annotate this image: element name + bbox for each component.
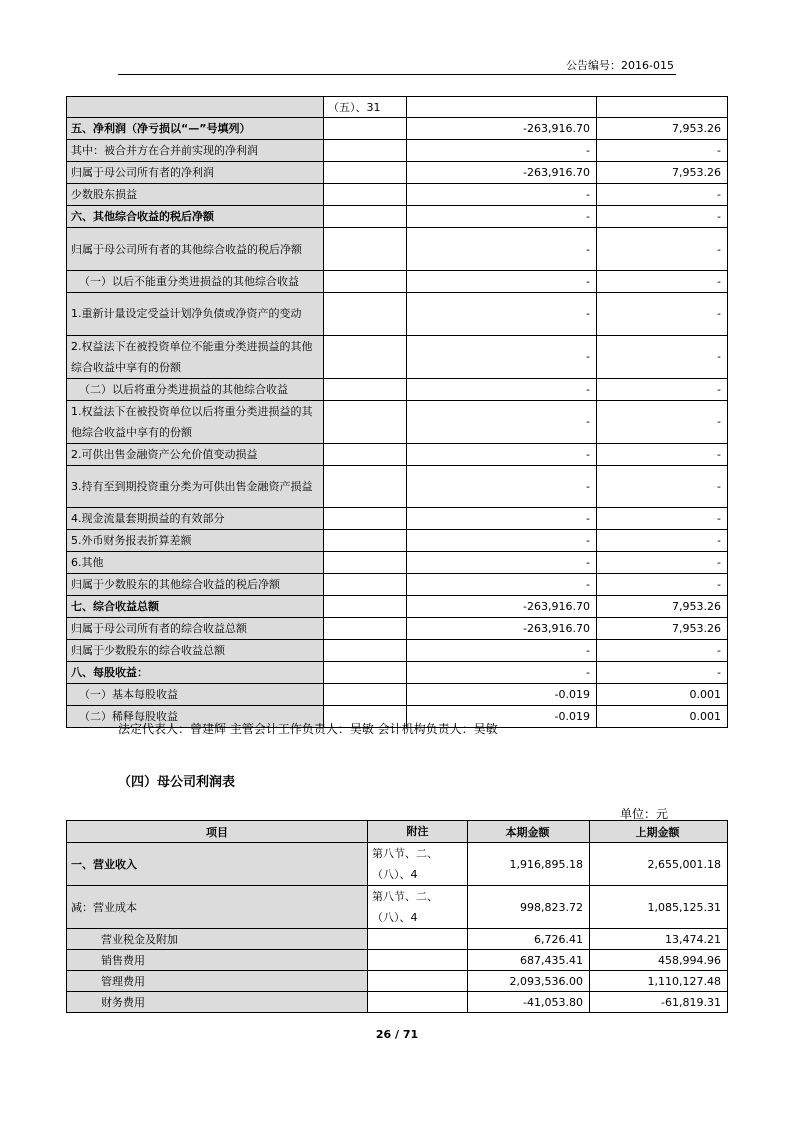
row-label: 一、营业收入: [67, 843, 368, 886]
table-row: [67, 992, 728, 1013]
row-current-amount: -: [407, 206, 597, 228]
row-previous-amount: -: [597, 465, 728, 508]
table-row: [67, 184, 728, 206]
row-previous-amount: -: [597, 335, 728, 378]
row-label: 6.其他: [67, 552, 324, 574]
table-row: [67, 508, 728, 530]
row-note: [324, 443, 407, 465]
row-previous-amount: -61,819.31: [590, 992, 728, 1013]
row-current-amount: -263,916.70: [407, 118, 597, 140]
row-note: [324, 162, 407, 184]
row-current-amount: -: [407, 662, 597, 684]
row-current-amount: -: [407, 508, 597, 530]
row-label: 八、每股收益：: [67, 662, 324, 684]
row-label: 1.重新计量设定受益计划净负债或净资产的变动: [67, 292, 324, 335]
row-previous-amount: -: [597, 270, 728, 292]
row-current-amount: -: [407, 640, 597, 662]
row-previous-amount: -: [597, 292, 728, 335]
row-current-amount: -: [407, 400, 597, 443]
table-row: [67, 443, 728, 465]
row-previous-amount: 7,953.26: [597, 596, 728, 618]
row-note: [324, 662, 407, 684]
header-current: 本期金额: [468, 821, 590, 843]
table-row: [67, 292, 728, 335]
row-note: 第八节、二、（八）、4: [368, 843, 468, 886]
row-label: （二）稀释每股收益: [67, 706, 324, 728]
row-current-amount: -: [407, 292, 597, 335]
row-label: 归属于少数股东的综合收益总额: [67, 640, 324, 662]
row-current-amount: 2,093,536.00: [468, 971, 590, 992]
row-previous-amount: -: [597, 206, 728, 228]
row-label: 2.可供出售金融资产公允价值变动损益: [67, 443, 324, 465]
row-previous-amount: -: [597, 508, 728, 530]
table-row: [67, 97, 728, 118]
row-label: 5.外币财务报表折算差额: [67, 530, 324, 552]
row-current-amount: -41,053.80: [468, 992, 590, 1013]
row-note: [368, 929, 468, 950]
table-row: [67, 118, 728, 140]
row-note: [324, 206, 407, 228]
row-current-amount: -: [407, 574, 597, 596]
row-current-amount: 687,435.41: [468, 950, 590, 971]
row-previous-amount: -: [597, 443, 728, 465]
row-note: [324, 684, 407, 706]
row-previous-amount: -: [597, 378, 728, 400]
row-note: [324, 640, 407, 662]
table-row: [67, 929, 728, 950]
row-previous-amount: -: [597, 662, 728, 684]
table-row: [67, 400, 728, 443]
row-label: （一）基本每股收益: [67, 684, 324, 706]
row-previous-amount: -: [597, 400, 728, 443]
row-current-amount: -: [407, 184, 597, 206]
page-number: 26 / 71: [375, 1028, 419, 1041]
table-row: [67, 530, 728, 552]
row-label: 少数股东损益: [67, 184, 324, 206]
row-note: [324, 118, 407, 140]
table-row: [67, 971, 728, 992]
row-label: 营业税金及附加: [67, 929, 368, 950]
row-label: （二）以后将重分类进损益的其他综合收益: [67, 378, 324, 400]
row-previous-amount: 7,953.26: [597, 618, 728, 640]
row-current-amount: -: [407, 465, 597, 508]
row-note: [368, 992, 468, 1013]
table-row: [67, 843, 728, 886]
row-label: 销售费用: [67, 950, 368, 971]
table-row: [67, 596, 728, 618]
row-label: 3.持有至到期投资重分类为可供出售金融资产损益: [67, 465, 324, 508]
row-label: （一）以后不能重分类进损益的其他综合收益: [67, 270, 324, 292]
row-previous-amount: 0.001: [597, 684, 728, 706]
row-current-amount: -0.019: [407, 706, 597, 728]
table-row: [67, 228, 728, 271]
row-note: [324, 228, 407, 271]
row-label: 归属于母公司所有者的其他综合收益的税后净额: [67, 228, 324, 271]
table-row: [67, 552, 728, 574]
row-label: 归属于母公司所有者的净利润: [67, 162, 324, 184]
row-previous-amount: 1,110,127.48: [590, 971, 728, 992]
row-label: 1.权益法下在被投资单位以后将重分类进损益的其他综合收益中享有的份额: [67, 400, 324, 443]
row-current-amount: -0.019: [407, 684, 597, 706]
row-current-amount: -: [407, 530, 597, 552]
table-header-row: [67, 821, 728, 843]
row-note: [324, 270, 407, 292]
row-note: [324, 140, 407, 162]
header-item: 项目: [67, 821, 368, 843]
row-note: [324, 400, 407, 443]
row-previous-amount: -: [597, 140, 728, 162]
table-row: [67, 162, 728, 184]
table-row: [67, 618, 728, 640]
table-row: [67, 574, 728, 596]
row-label: 五、净利润（净亏损以“—”号填列）: [67, 118, 324, 140]
row-current-amount: -: [407, 270, 597, 292]
row-note: [324, 530, 407, 552]
table-row: [67, 684, 728, 706]
row-note: [368, 950, 468, 971]
row-current-amount: -: [407, 443, 597, 465]
row-previous-amount: -: [597, 228, 728, 271]
row-current-amount: 6,726.41: [468, 929, 590, 950]
row-current-amount: -263,916.70: [407, 618, 597, 640]
header-divider: [118, 74, 676, 75]
row-current-amount: -263,916.70: [407, 596, 597, 618]
row-note: [324, 618, 407, 640]
row-note: [324, 184, 407, 206]
table-row: [67, 640, 728, 662]
row-previous-amount: -: [597, 574, 728, 596]
row-previous-amount: -: [597, 640, 728, 662]
table-row: [67, 335, 728, 378]
row-previous-amount: -: [597, 184, 728, 206]
row-previous-amount: [597, 97, 728, 118]
table-row: [67, 206, 728, 228]
row-label: 归属于母公司所有者的综合收益总额: [67, 618, 324, 640]
row-note: [324, 335, 407, 378]
row-label: 财务费用: [67, 992, 368, 1013]
row-label: 其中：被合并方在合并前实现的净利润: [67, 140, 324, 162]
row-current-amount: 998,823.72: [468, 886, 590, 929]
table-row: [67, 378, 728, 400]
row-note: [324, 596, 407, 618]
row-previous-amount: 7,953.26: [597, 118, 728, 140]
row-current-amount: -: [407, 140, 597, 162]
row-note: [324, 508, 407, 530]
section-title: （四）母公司利润表: [118, 775, 236, 790]
row-previous-amount: 458,994.96: [590, 950, 728, 971]
row-current-amount: -: [407, 378, 597, 400]
row-note: 第八节、二、（八）、4: [368, 886, 468, 929]
row-label: 六、其他综合收益的税后净额: [67, 206, 324, 228]
table-row: [67, 140, 728, 162]
row-note: [324, 378, 407, 400]
row-previous-amount: -: [597, 530, 728, 552]
row-note: [324, 574, 407, 596]
signature-line: 法定代表人：曾建辉 主管会计工作负责人：吴敏 会计机构负责人：吴敏: [118, 722, 498, 736]
row-label: 七、综合收益总额: [67, 596, 324, 618]
row-previous-amount: 13,474.21: [590, 929, 728, 950]
row-current-amount: 1,916,895.18: [468, 843, 590, 886]
row-label: 2.权益法下在被投资单位不能重分类进损益的其他综合收益中享有的份额: [67, 335, 324, 378]
row-previous-amount: 1,085,125.31: [590, 886, 728, 929]
row-label: 管理费用: [67, 971, 368, 992]
row-previous-amount: -: [597, 552, 728, 574]
row-label: 4.现金流量套期损益的有效部分: [67, 508, 324, 530]
row-current-amount: -: [407, 552, 597, 574]
row-current-amount: [407, 97, 597, 118]
row-note: [324, 465, 407, 508]
header-previous: 上期金额: [590, 821, 728, 843]
unit-label: 单位：元: [620, 807, 669, 821]
header-note: 附注: [368, 821, 468, 843]
table-row: [67, 465, 728, 508]
row-current-amount: -: [407, 228, 597, 271]
row-previous-amount: 2,655,001.18: [590, 843, 728, 886]
table-row: [67, 662, 728, 684]
row-label: 归属于少数股东的其他综合收益的税后净额: [67, 574, 324, 596]
announcement-code: 公告编号：2016-015: [566, 59, 674, 72]
row-note: [324, 552, 407, 574]
row-current-amount: -: [407, 335, 597, 378]
table-row: [67, 950, 728, 971]
row-note: [324, 292, 407, 335]
row-current-amount: -263,916.70: [407, 162, 597, 184]
row-label: [67, 97, 324, 118]
row-label: 减：营业成本: [67, 886, 368, 929]
table-row: [67, 886, 728, 929]
income-statement-continued-table: [66, 96, 728, 728]
row-note: [368, 971, 468, 992]
row-note: （五）、31: [324, 97, 407, 118]
table-row: [67, 270, 728, 292]
parent-income-statement-table: [66, 820, 728, 1013]
row-previous-amount: 7,953.26: [597, 162, 728, 184]
row-previous-amount: 0.001: [597, 706, 728, 728]
